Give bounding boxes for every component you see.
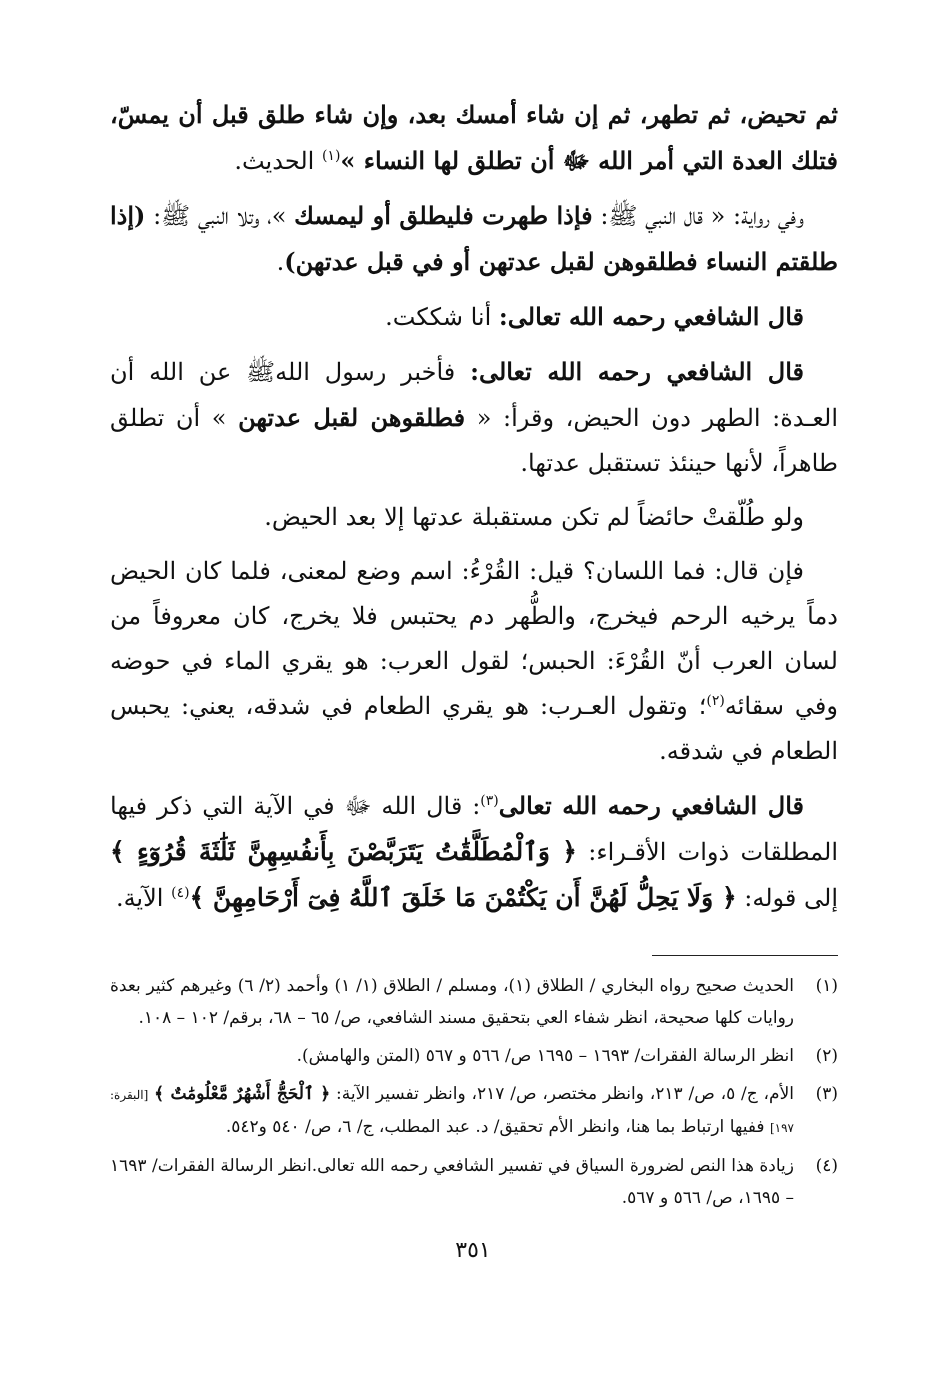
- text-run: فإن قال: فما اللسان؟ قيل: القُرْءُ: اسم وضع لمعنى، فلما كان الحيض دماً يرخيه الرحم فيخرج، والطُّهر دم يحتبس فلا يخرج، كان معروفاً من لسان العرب أنّ القُرْءَ: الحبس؛ لقول العرب: هو يقري الماء في حوضه وفي سقائه: [110, 557, 838, 720]
- quran-verse: ﴿ وَٱلْمُطَلَّقَٰتُ يَتَرَبَّصْنَ بِأَنفُسِهِنَّ ثَلَٰثَةَ قُرُوٓءٍ ﴾: [110, 837, 577, 866]
- footnote-text: [110, 1150, 794, 1214]
- footnote-number: (٢): [815, 1046, 838, 1066]
- text-run: الأم، ج/ ٥، ص/ ٢١٣، وانظر مختصر، ص/ ٢١٧، وانظر تفسير الآية:: [330, 1084, 794, 1104]
- bold-text: قال الشافعي رحمه الله تعالى:: [498, 302, 804, 331]
- footnote: [110, 1040, 838, 1072]
- footnote-number: (٣): [815, 1084, 838, 1104]
- footnote: [110, 970, 838, 1034]
- text-run: .: [276, 248, 285, 276]
- footnote-ref: (٢): [706, 693, 725, 709]
- paragraph: [110, 349, 838, 486]
- quran-verse: ﴿ وَلَا يَحِلُّ لَهُنَّ أَن يَكْتُمْنَ مَا خَلَقَ ٱللَّهُ فِىٓ أَرْحَامِهِنَّ ﴾: [189, 883, 737, 912]
- bold-text: قال الشافعي رحمه الله تعالى: [498, 791, 804, 820]
- footnote-separator: [652, 955, 838, 956]
- page-number: ٣٥١: [455, 1238, 491, 1263]
- text-run: : قال الله ﷻ في الآية التي ذكر فيها المطلقات ذوات الأقـراء:: [110, 792, 839, 866]
- paragraph: [110, 193, 838, 285]
- bold-text: (إذا طلقتم النساء فطلقوهن لقبل عدتهن أو في قبل عدتهن): [110, 201, 838, 276]
- text-run: انظر الرسالة الفقرات/ ١٦٩٣ – ١٦٩٥ ص/ ٥٦٦ و ٥٦٧ (المتن والهامش).: [296, 1046, 794, 1066]
- bold-text: فإذا طهرت فليطلق أو ليمسك: [294, 201, 593, 230]
- text-run: الآية.: [115, 884, 172, 912]
- text-run: الحديث.: [234, 147, 322, 175]
- text-run: فأخبر رسول اللهﷺ عن الله أن العـدة: الطهر دون الحيض، وقرأ: «: [110, 358, 838, 432]
- footnote-ref: (٤): [171, 885, 190, 901]
- page-body: [110, 92, 838, 1220]
- footnote: [110, 1150, 838, 1214]
- paragraph: [110, 549, 838, 774]
- verse-reference: [البقرة: ١٩٧]: [110, 1088, 794, 1135]
- text-run: » أن تطلق طاهراً، لأنها حينئذ تستقبل عدتها.: [110, 404, 838, 477]
- footnote-ref: (١): [321, 148, 341, 164]
- text-run: زيادة هذا النص لضرورة السياق في تفسير الشافعي رحمه الله تعالى.انظر الرسالة الفقرات/ ١٦٩٣ – ١٦٩٥، ص/ ٥٦٦ و ٥٦٧.: [110, 1156, 794, 1208]
- text-run: إلى قوله:: [736, 884, 838, 912]
- footnote-text: [110, 970, 794, 1034]
- bold-text: ثم تحيض، ثم تطهر، ثم إن شاء أمسك بعد، وإن شاء طلق قبل أن يمسّ، فتلك العدة التي أمر الله ﷻ أن تطلق لها النساء »: [110, 100, 838, 175]
- paragraph: [110, 294, 838, 340]
- footnote-text: [110, 1040, 794, 1072]
- text-run: »، وتلا النبي ﷺ:: [145, 202, 295, 230]
- footnote-number: (٤): [815, 1156, 838, 1176]
- footnotes: [110, 970, 838, 1214]
- text-run: ؛ وتقول العـرب: هو يقري الطعام في شدقه، يعني: يحبس الطعام في شدقه.: [110, 692, 838, 765]
- text-run: الحديث صحيح رواه البخاري / الطلاق (١)، ومسلم / الطلاق (١/ ١) وأحمد (٢/ ٦) وغيرهم كثير بعدة روايات كلها صحيحة، انظر شفاء العي بتحقيق مسند الشافعي، ص/ ٦٥ – ٦٨، برقم/ ١٠٢ – ١٠٨.: [110, 976, 795, 1028]
- footnote-number: (١): [815, 976, 838, 996]
- footnote: [110, 1078, 838, 1144]
- paragraph: [110, 783, 838, 921]
- footnote-text: [110, 1078, 794, 1144]
- text-run: ففيها ارتباط بما هنا، وانظر الأم تحقيق/ د. عبد المطلب، ج/ ٦، ص/ ٥٤٠ و٥٤٢.: [225, 1117, 770, 1137]
- footnote-ref: (٣): [480, 793, 499, 809]
- text-run: أنا شككت.: [385, 303, 499, 331]
- bold-text: قال الشافعي رحمه الله تعالى:: [470, 357, 805, 386]
- bold-text: ﴿ ٱلْحَجُّ أَشْهُرٌ مَّعْلُومَٰتٌ ﴾: [154, 1084, 331, 1104]
- main-text: [110, 92, 838, 921]
- paragraph: [110, 92, 838, 184]
- text-run: ولو طُلّقتْ حائضاً لم تكن مستقبلة عدتها إلا بعد الحيض.: [264, 503, 804, 531]
- bold-text: فطلقوهن لقبل عدتهن: [238, 403, 466, 432]
- text-run: وفي رواية: « قال النبي ﷺ:: [592, 202, 805, 230]
- paragraph: [110, 495, 838, 540]
